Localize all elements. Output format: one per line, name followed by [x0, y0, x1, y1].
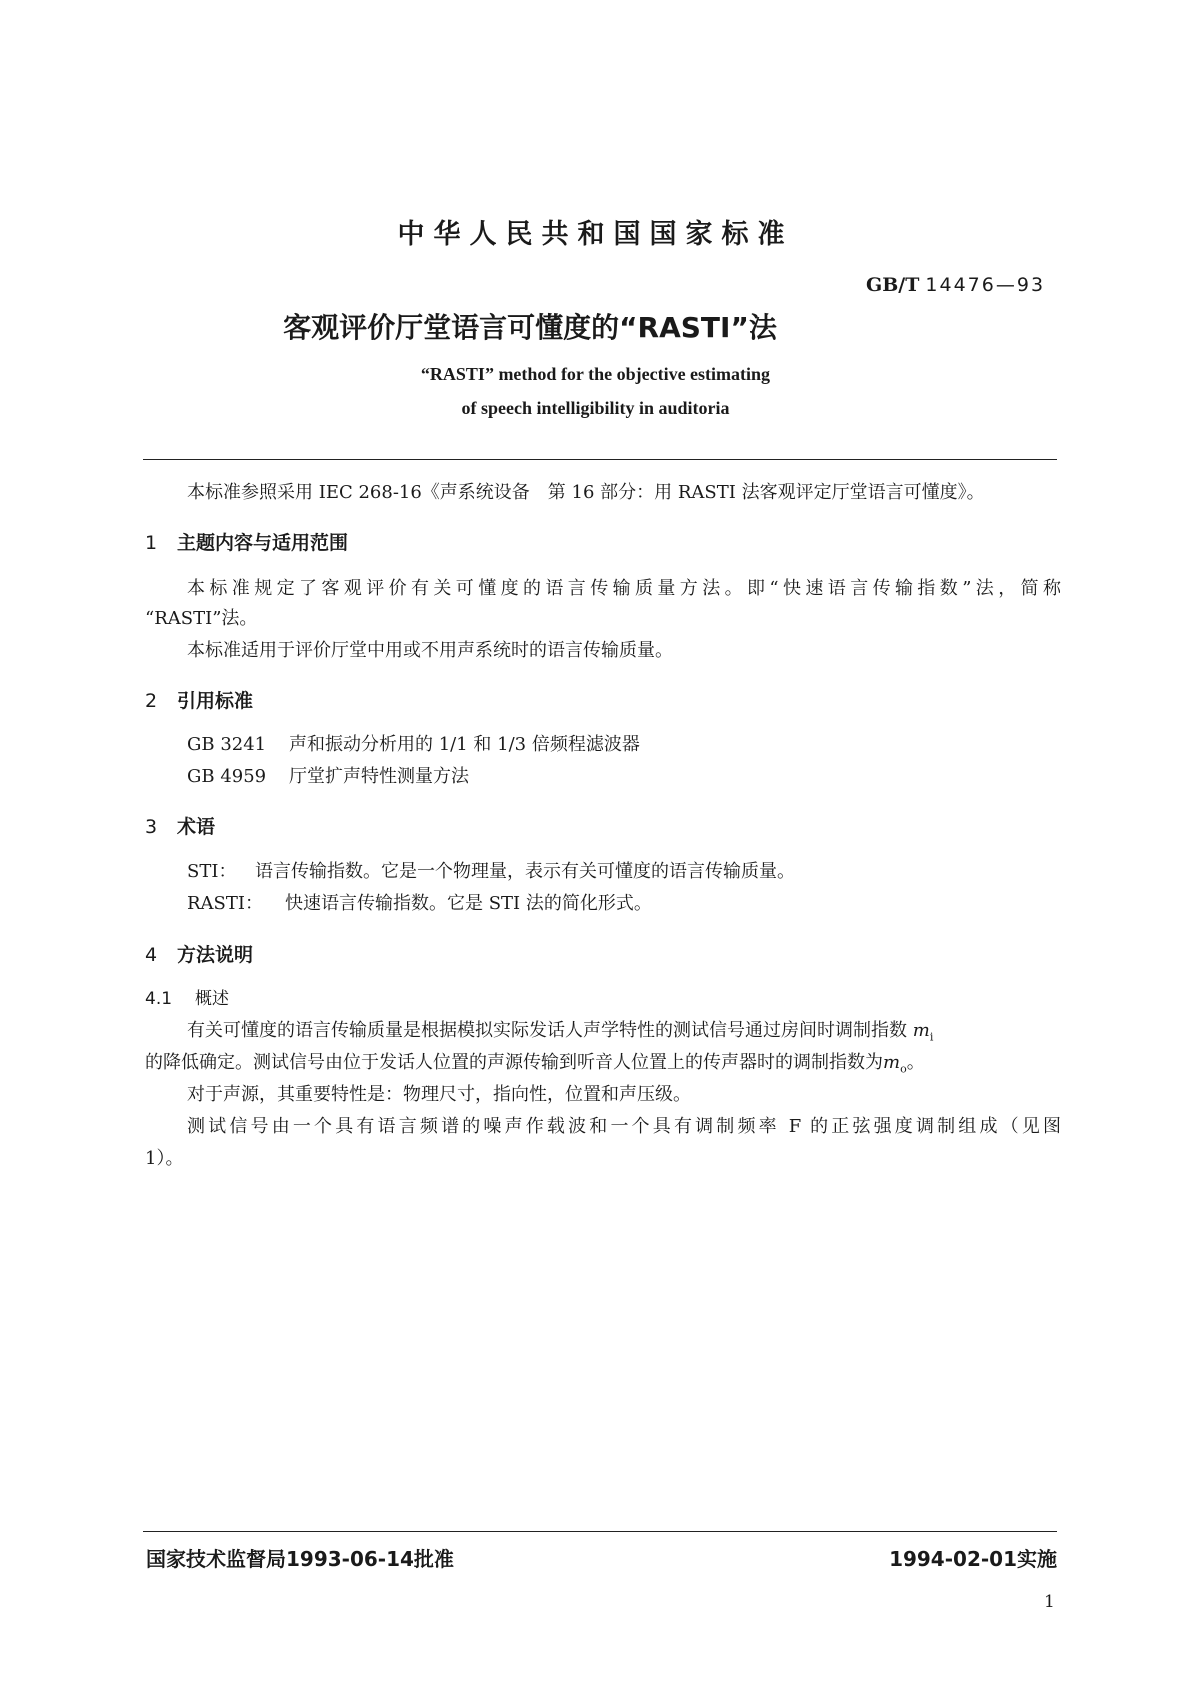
reference-item [187, 762, 469, 792]
section-4-1-paragraph-3-line-1: 测试信号由一个具有语言频谱的噪声作载波和一个具有调制频率 F 的正弦强度调制组成（见图 [187, 1116, 1061, 1137]
document-title-en-line2: of speech intelligibility in auditoria [461, 398, 730, 418]
national-standard-header: 中华人民共和国国家标准 [397, 219, 794, 250]
section-4-heading [145, 940, 253, 967]
header-rule [143, 459, 1057, 460]
section-2-number: 2 [145, 690, 158, 712]
section-1-title: 主题内容与适用范围 [177, 532, 349, 554]
section-3-number: 3 [145, 816, 158, 838]
paragraph-text: 的降低确定。测试信号由位于发话人位置的声源传输到听音人位置上的传声器时的调制指数为 [145, 1052, 883, 1073]
document-title-zh: 客观评价厅堂语言可懂度的“RASTI”法 [283, 311, 777, 344]
variable-m: m [912, 1020, 930, 1041]
section-4-number: 4 [145, 944, 158, 966]
section-2-title: 引用标准 [177, 690, 254, 712]
section-1-paragraph-1-line-1: 本标准规定了客观评价有关可懂度的语言传输质量方法。即“快速语言传输指数”法，简称 [187, 578, 1061, 599]
section-1-paragraph-2: 本标准适用于评价厅堂中用或不用声系统时的语言传输质量。 [187, 640, 673, 661]
term-name: STI： [187, 861, 237, 882]
subsection-4-1-heading [145, 984, 229, 1014]
reference-item [187, 730, 640, 760]
term-definition: 快速语言传输指数。它是 STI 法的简化形式。 [285, 893, 652, 914]
term-item [187, 889, 652, 919]
reference-title: 厅堂扩声特性测量方法 [289, 766, 469, 787]
term-name: RASTI： [187, 893, 263, 914]
section-1-paragraph-1-line-2: “RASTI”法。 [145, 608, 258, 629]
term-definition: 语言传输指数。它是一个物理量，表示有关可懂度的语言传输质量。 [255, 861, 795, 882]
paragraph-text: 有关可懂度的语言传输质量是根据模拟实际发话人声学特性的测试信号通过房间时调制指数 [187, 1020, 907, 1041]
subsection-4-1-title: 概述 [195, 989, 229, 1009]
footer-rule [143, 1531, 1057, 1532]
standard-code-number: 14476—93 [925, 274, 1046, 296]
section-1-number: 1 [145, 532, 158, 554]
section-4-title: 方法说明 [177, 944, 254, 966]
section-4-1-paragraph-3-line-2: 1）。 [145, 1148, 184, 1169]
intro-paragraph: 本标准参照采用 IEC 268-16《声系统设备 第 16 部分：用 RASTI 法客观评定厅堂语言可懂度》。 [187, 482, 985, 503]
subsection-4-1-number: 4.1 [145, 989, 173, 1009]
variable-subscript: o [900, 1062, 907, 1076]
reference-title: 声和振动分析用的 1/1 和 1/3 倍频程滤波器 [289, 734, 640, 755]
variable-subscript: i [929, 1030, 934, 1044]
paragraph-text: 。 [906, 1052, 925, 1073]
implementation-date: 1994-02-01实施 [889, 1547, 1057, 1571]
reference-code: GB 4959 [187, 766, 267, 787]
section-4-1-paragraph-2: 对于声源，其重要特性是：物理尺寸，指向性，位置和声压级。 [187, 1084, 691, 1105]
approval-date: 国家技术监督局1993-06-14批准 [146, 1547, 454, 1571]
document-title-en-line1: “RASTI” method for the objective estimating [420, 364, 771, 384]
section-1-heading [145, 528, 348, 555]
section-2-heading [145, 686, 253, 713]
standard-code-prefix: GB/T [866, 274, 920, 296]
section-3-title: 术语 [177, 816, 216, 838]
standard-code [866, 274, 1045, 296]
section-3-heading [145, 812, 215, 839]
term-item [187, 857, 795, 887]
reference-code: GB 3241 [187, 734, 267, 755]
variable-m: m [883, 1052, 901, 1073]
page-number: 1 [1044, 1592, 1055, 1612]
